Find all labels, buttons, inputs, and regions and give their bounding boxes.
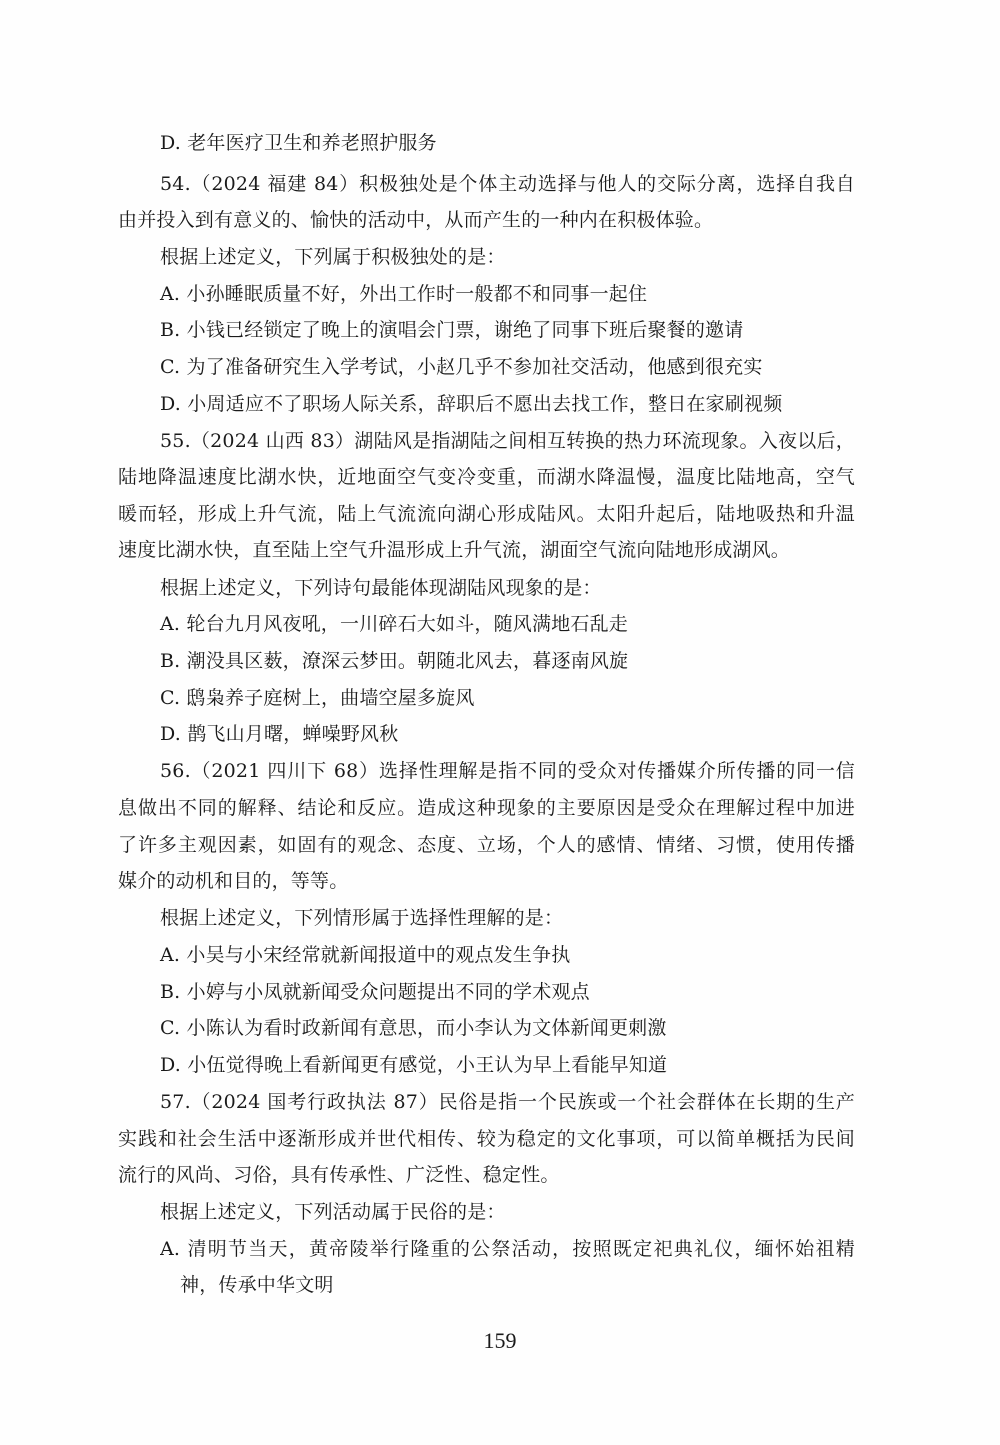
q57-prompt: 根据上述定义，下列活动属于民俗的是： xyxy=(160,1201,506,1223)
q55-stem-line-1: 55.（2024 山西 83）湖陆风是指湖陆之间相互转换的热力环流现象。入夜以后， xyxy=(160,430,855,452)
q55-option-c: C. 鸱枭养子庭树上，曲墙空屋多旋风 xyxy=(160,687,475,709)
q55-option-b: B. 潮没具区薮，潦深云梦田。朝随北风去，暮逐南风旋 xyxy=(160,650,629,672)
q54-stem-line-1: 54.（2024 福建 84）积极独处是个体主动选择与他人的交际分离，选择自我自 xyxy=(160,173,855,195)
q53-option-d: D. 老年医疗卫生和养老照护服务 xyxy=(160,132,437,154)
q54-prompt: 根据上述定义，下列属于积极独处的是： xyxy=(160,246,506,268)
q55-option-a: A. 轮台九月风夜吼，一川碎石大如斗，随风满地石乱走 xyxy=(160,613,629,635)
q54-option-a: A. 小孙睡眠质量不好，外出工作时一般都不和同事一起住 xyxy=(160,283,648,305)
q56-stem-line-1: 56.（2021 四川下 68）选择性理解是指不同的受众对传播媒介所传播的同一信 xyxy=(160,760,855,782)
q57-stem-line-2: 实践和社会生活中逐渐形成并世代相传、较为稳定的文化事项，可以简单概括为民间 xyxy=(118,1128,855,1150)
q56-option-b: B. 小婷与小凤就新闻受众问题提出不同的学术观点 xyxy=(160,981,590,1003)
q55-option-d: D. 鹊飞山月曙，蝉噪野风秋 xyxy=(160,723,399,745)
q54-option-c: C. 为了准备研究生入学考试，小赵几乎不参加社交活动，他感到很充实 xyxy=(160,356,763,378)
q56-option-c: C. 小陈认为看时政新闻有意思，而小李认为文体新闻更刺激 xyxy=(160,1017,667,1039)
q54-option-b: B. 小钱已经锁定了晚上的演唱会门票，谢绝了同事下班后聚餐的邀请 xyxy=(160,319,744,341)
q57-option-a-line-2: 神，传承中华文明 xyxy=(180,1274,334,1296)
q54-stem-line-2: 由并投入到有意义的、愉快的活动中，从而产生的一种内在积极体验。 xyxy=(118,209,714,231)
q56-option-d: D. 小伍觉得晚上看新闻更有感觉，小王认为早上看能早知道 xyxy=(160,1054,668,1076)
q54-option-d: D. 小周适应不了职场人际关系，辞职后不愿出去找工作，整日在家刷视频 xyxy=(160,393,783,415)
q57-stem-line-1: 57.（2024 国考行政执法 87）民俗是指一个民族或一个社会群体在长期的生产 xyxy=(160,1091,855,1113)
q55-stem-line-2: 陆地降温速度比湖水快，近地面空气变冷变重，而湖水降温慢，温度比陆地高，空气 xyxy=(118,466,855,488)
q55-stem-line-3: 暖而轻，形成上升气流，陆上气流流向湖心形成陆风。太阳升起后，陆地吸热和升温 xyxy=(118,503,855,525)
q55-stem-line-4: 速度比湖水快，直至陆上空气升温形成上升气流，湖面空气流向陆地形成湖风。 xyxy=(118,539,791,561)
q55-prompt: 根据上述定义，下列诗句最能体现湖陆风现象的是： xyxy=(160,577,602,599)
page-number: 159 xyxy=(483,1328,517,1353)
q56-stem-line-3: 了许多主观因素，如固有的观念、态度、立场，个人的感情、情绪、习惯，使用传播 xyxy=(118,834,855,856)
q57-stem-line-3: 流行的风尚、习俗，具有传承性、广泛性、稳定性。 xyxy=(118,1164,560,1186)
q56-stem-line-4: 媒介的动机和目的，等等。 xyxy=(118,870,349,892)
q57-option-a-line-1: A. 清明节当天，黄帝陵举行隆重的公祭活动，按照既定祀典礼仪，缅怀始祖精 xyxy=(160,1238,855,1260)
q56-stem-line-2: 息做出不同的解释、结论和反应。造成这种现象的主要原因是受众在理解过程中加进 xyxy=(118,797,855,819)
q56-prompt: 根据上述定义，下列情形属于选择性理解的是： xyxy=(160,907,564,929)
q56-option-a: A. 小吴与小宋经常就新闻报道中的观点发生争执 xyxy=(160,944,571,966)
